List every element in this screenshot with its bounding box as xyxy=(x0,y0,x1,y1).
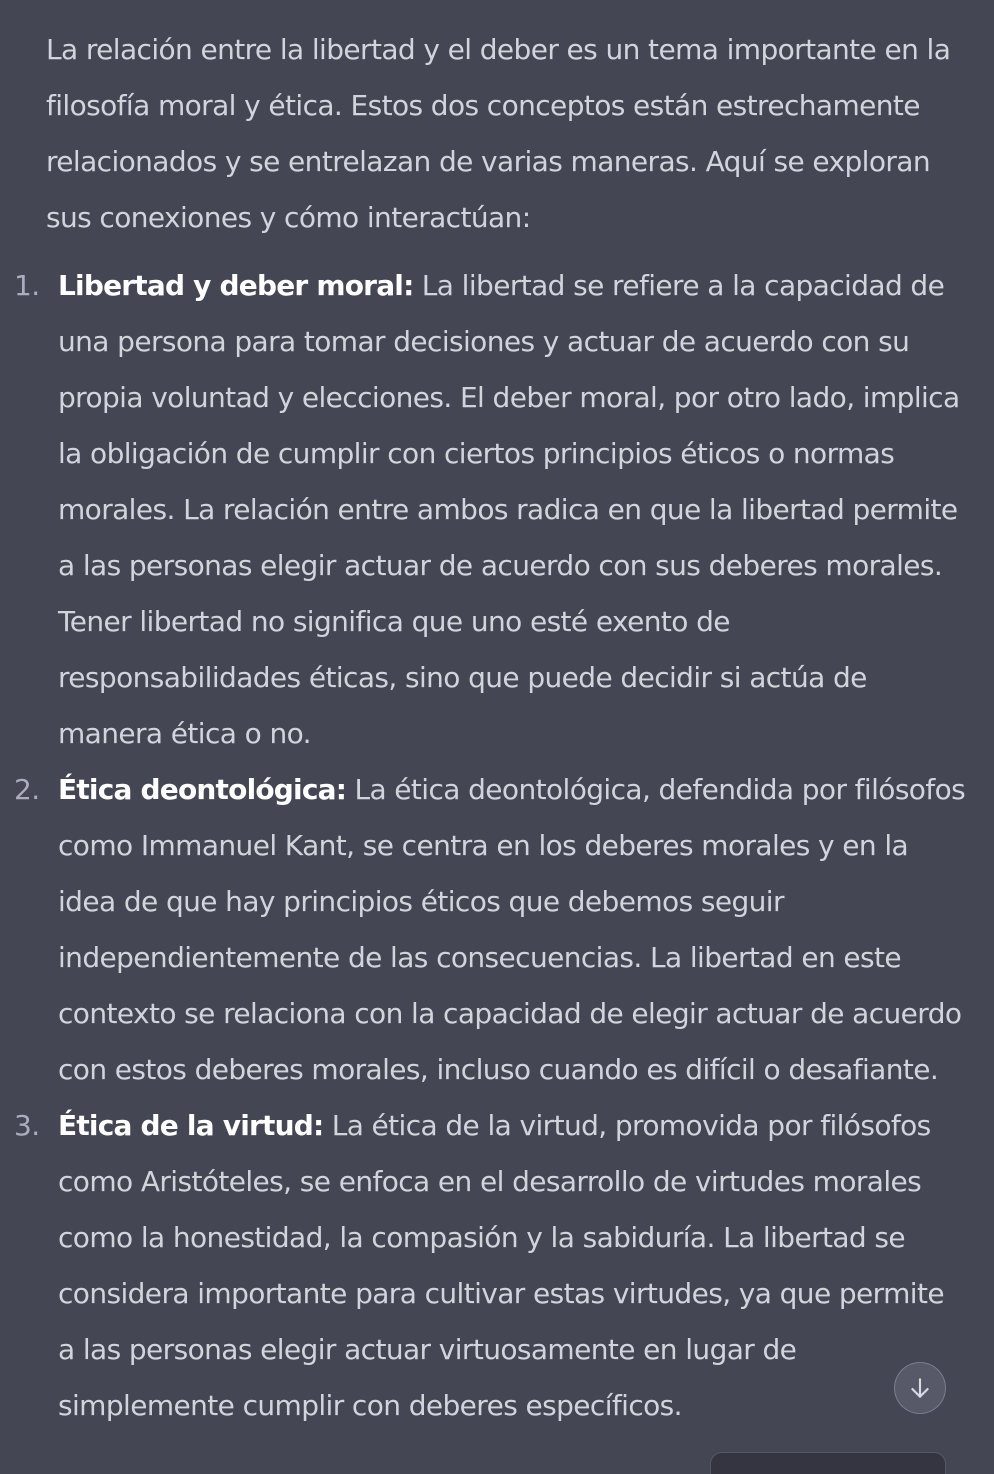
list-item xyxy=(0,762,968,1098)
list-item-text: La ética deontológica, defendida por filósofos como Immanuel Kant, se centra en los deberes morales y en la idea de que hay principios éticos que debemos seguir independientemente de las consecuencias. La libertad en este contexto se relaciona con la capacidad de elegir actuar de acuerdo con estos deberes morales, incluso cuando es difícil o desafiante. xyxy=(58,773,966,1086)
list-item xyxy=(0,258,968,762)
list-item-text: La ética de la virtud, promovida por filósofos como Aristóteles, se enfoca en el desarrollo de virtudes morales como la honestidad, la compasión y la sabiduría. La libertad se considera importante para cultivar estas virtudes, ya que permite a las personas elegir actuar virtuosamente en lugar de simplemente cumplir con deberes específicos. xyxy=(58,1109,944,1422)
list-item xyxy=(0,1098,968,1434)
list-number: 2. xyxy=(14,773,40,806)
scroll-to-bottom-button[interactable] xyxy=(894,1362,946,1414)
list-number: 1. xyxy=(14,269,40,302)
list-number: 3. xyxy=(14,1109,40,1142)
list-item-term: Ética de la virtud: xyxy=(58,1109,324,1142)
numbered-list xyxy=(0,258,994,1434)
arrow-down-icon xyxy=(907,1375,933,1401)
list-item-text: La libertad se refiere a la capacidad de una persona para tomar decisiones y actuar de acuerdo con su propia voluntad y elecciones. El deber moral, por otro lado, implica la obligación de cumplir con ciertos principios éticos o normas morales. La relación entre ambos radica en que la libertad permite a las personas elegir actuar de acuerdo con sus deberes morales. Tener libertad no significa que uno esté exento de responsabilidades éticas, sino que puede decidir si actúa de manera ética o no. xyxy=(58,269,960,750)
list-item-term: Libertad y deber moral: xyxy=(58,269,414,302)
intro-paragraph: La relación entre la libertad y el deber es un tema importante en la filosofía moral y ética. Estos dos conceptos están estrechamente relacionados y se entrelazan de varias maneras. Aquí se exploran sus conexiones y cómo interactúan: xyxy=(46,33,951,234)
message-input-edge[interactable] xyxy=(710,1452,946,1474)
list-item-term: Ética deontológica: xyxy=(58,773,347,806)
